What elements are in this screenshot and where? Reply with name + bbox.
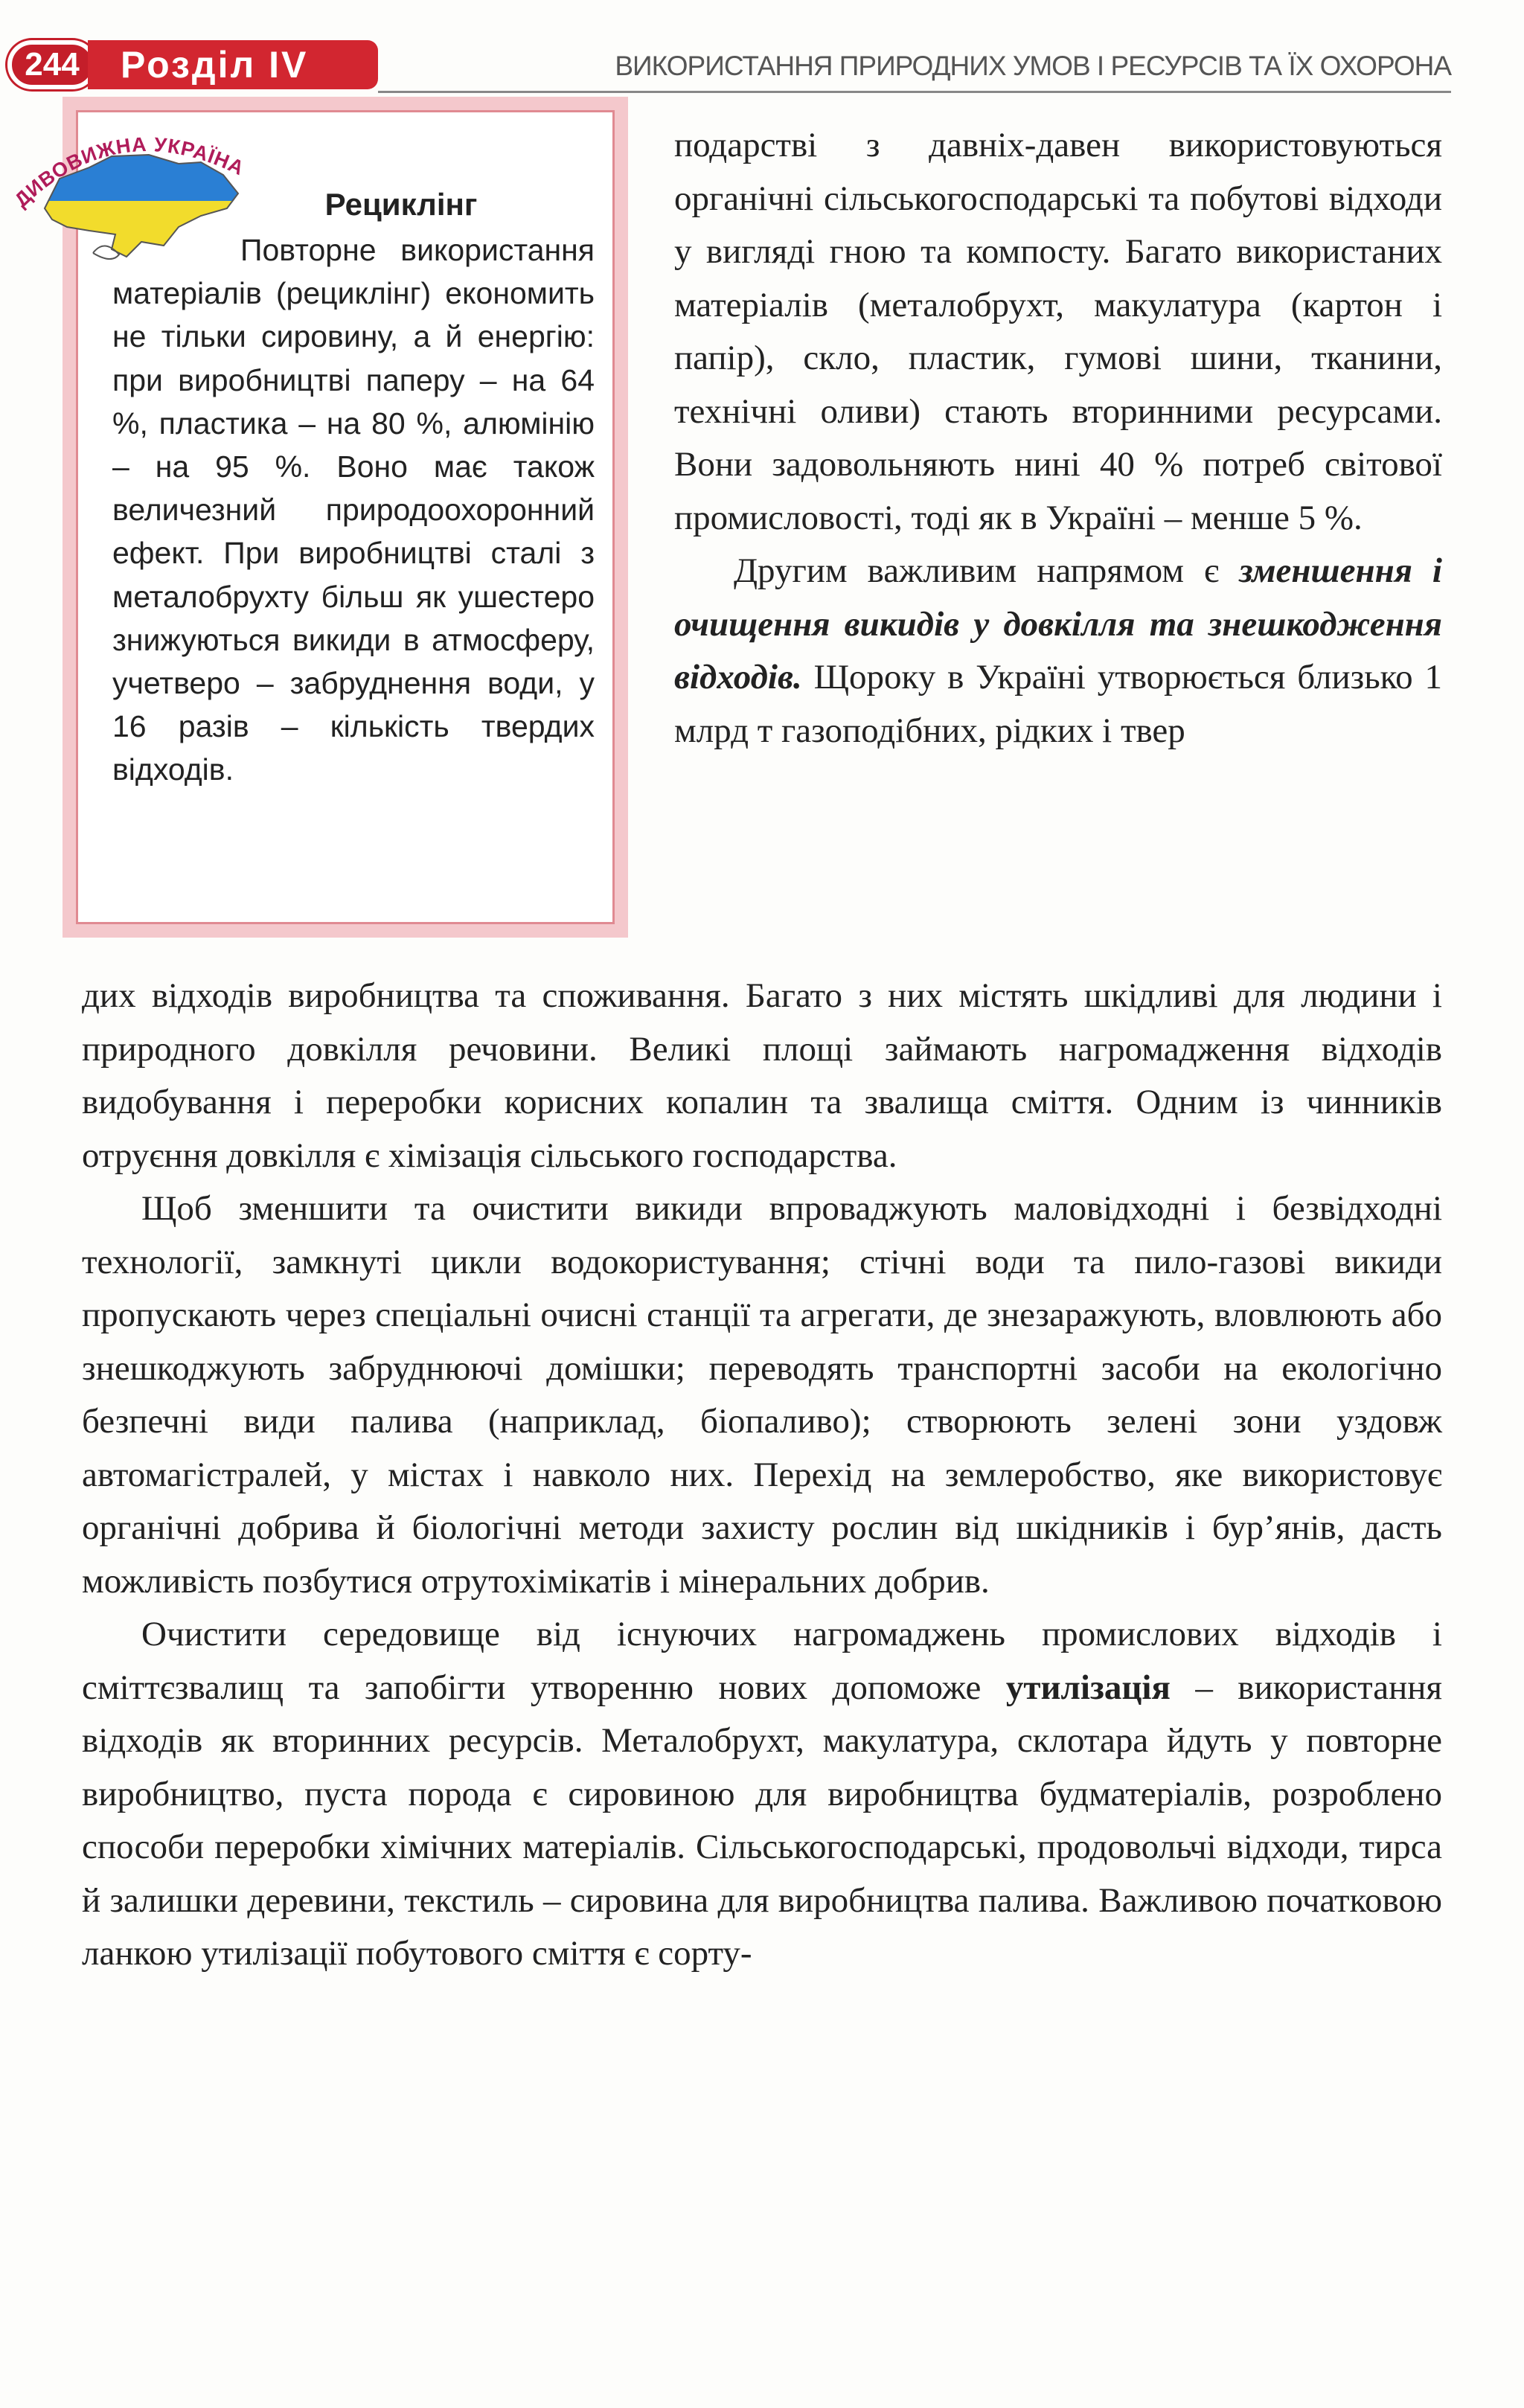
paragraph-4 <box>82 1608 1442 1981</box>
section-tab <box>88 40 378 89</box>
section-label: Розділ IV <box>121 44 309 86</box>
badge-text: ДИВОВИЖНА УКРАЇНА <box>10 132 249 212</box>
running-head: ВИКОРИСТАННЯ ПРИРОДНИХ УМОВ І РЕСУРСІВ ТА ЇХ ОХОРОНА <box>615 51 1451 81</box>
header-rule <box>378 91 1451 93</box>
paragraph-3: Щоб зменшити та очистити викиди впроваджують маловідходні і безвідходні технології, замкнуті цикли водокористування; стічні води та пило-газові викиди пропускають через спеціальні очисні станції та агрегати, де знезаражують, вловлюють або знешкоджують забруднюючі домішки; переводять транспортні засоби на екологічно безпечні види палива (наприклад, біопаливо); створюють зелені зони уздовж автомагістралей, у містах і навколо них. Перехід на землеробство, яке використовує органічні добрива й біологічні методи захисту рослин від шкідників і бур’янів, дасть можливість позбутися отрутохімікатів і мінеральних добрив. <box>82 1189 1442 1601</box>
right-column <box>674 119 1442 758</box>
full-width-column <box>82 970 1442 1981</box>
p2-bold-italic: зменшення і очищення викидів у довкілля та знешкодження відходів. <box>674 551 1442 697</box>
page-number: 244 <box>25 46 80 83</box>
page-number-badge <box>7 40 97 89</box>
paragraph-2-continued: дих відходів виробництва та споживання. Багато з них містять шкідливі для людини і природного довкілля речовини. Великі площі займають нагромадження відходів видобування і переробки корисних копалин та звалища сміття. Одним із чинників отруєння довкілля є хімізація сільського господарства. <box>82 976 1442 1175</box>
ukraine-map-icon <box>0 97 268 268</box>
p4-rest: – використання відходів як вторинних ресурсів. Металобрухт, макулатура, склотара йдуть у повторне виробництво, пуста порода є сировиною для виробництва будматеріалів, розроблено способи переробки хімічних матеріалів. Сільськогосподарські, продовольчі відходи, тирса й залишки деревини, текстиль – сировина для виробництва палива. Важливою початковою ланкою утилізації побутового сміття є сорту- <box>82 1668 1443 1973</box>
p4-start: Очистити середовище від існуючих нагромаджень промислових відходів і сміттєзвалищ та запобігти утворенню нових допоможе <box>82 1615 1442 1707</box>
sidebar-text: Повторне використання матеріалів (рециклінг) економить не тільки сировину, а й енергію: при виробництві паперу – на 64 %, пластика – на 80 %, алюмінію – на 95 %. Воно має також величезний природоохоронний ефект. При виробництві сталі з металобрухту більш як ушестеро знижуються викиди в атмосферу, учетверо – забруднення води, у 16 разів – кількість твердих відходів. <box>112 233 595 787</box>
p4-bold: утилізація <box>1005 1668 1171 1707</box>
paragraph-1: подарстві з давніх-давен використовуються органічні сільськогосподарські та побутові відходи у вигляді гною та компосту. Багато використаних матеріалів (металобрухт, макулатура (картон і папір), скло, пластик, гумові шини, тканини, технічні оливи) стають вторинними ресурсами. Вони задовольняють нині 40 % потреб світової промисловості, тоді як в Україні – менше 5 %. <box>674 126 1442 537</box>
p2-start: Другим важливим напрямом є <box>734 551 1240 590</box>
p2-rest: Щороку в Україні утворюється близько 1 млрд т газоподібних, рідких і твер <box>674 658 1442 750</box>
paragraph-2 <box>674 545 1442 758</box>
page-header <box>7 36 1451 95</box>
sidebar-title: Рециклінг <box>324 187 478 222</box>
